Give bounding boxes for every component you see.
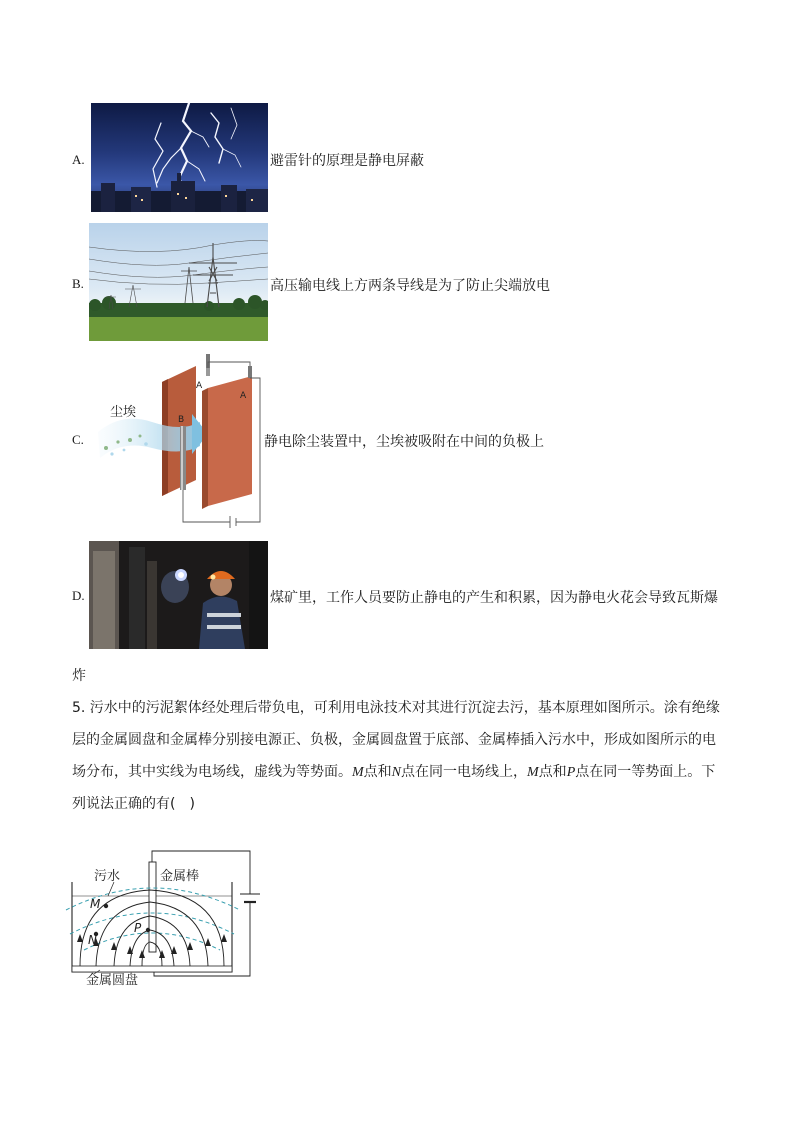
label-point-p: P <box>134 921 142 935</box>
dust-precipitator-figure <box>92 352 268 528</box>
var-n: N <box>391 765 402 780</box>
var-m-2: M <box>527 765 539 780</box>
option-a-text: 避雷针的原理是静电屏蔽 <box>270 153 424 169</box>
label-point-m: M <box>90 897 101 911</box>
var-m: M <box>352 765 364 780</box>
label-sewage: 污水 <box>94 869 121 884</box>
option-b-letter: B. <box>72 276 84 291</box>
dust-label: 尘埃 <box>110 405 137 420</box>
electrophoresis-diagram <box>64 846 260 990</box>
plate-a-front-label: A <box>240 391 247 401</box>
option-c-text: 静电除尘装置中，尘埃被吸附在中间的负极上 <box>264 434 544 450</box>
option-d-text-wrap: 炸 <box>72 668 86 684</box>
question-line-3: 场分布，其中实线为电场线，虚线为等势面。M点和N点在同一电场线上，M点和P点在同一等势面上。下 <box>72 764 716 780</box>
label-metal-disk: 金属圆盘 <box>86 973 139 988</box>
plate-a-back-label: A <box>196 381 203 391</box>
coal-mine-photo <box>89 541 268 649</box>
var-p: P <box>566 765 576 780</box>
option-d-text: 煤矿里，工作人员要防止静电的产生和积累，因为静电火花会导致瓦斯爆 <box>270 590 718 606</box>
question-line-1: 5. 污水中的污泥絮体经处理后带负电，可利用电泳技术对其进行沉淀去污，基本原理如图所示。涂有绝缘 <box>72 700 720 716</box>
option-a-letter: A. <box>72 152 85 167</box>
question-line-4: 列说法正确的有( ) <box>72 796 195 812</box>
label-point-n: N <box>88 933 97 947</box>
option-d-letter: D. <box>72 588 85 603</box>
power-line-photo <box>89 223 268 341</box>
lightning-photo <box>91 103 268 212</box>
question-line-2: 层的金属圆盘和金属棒分别接电源正、负极，金属圆盘置于底部、金属棒插入污水中，形成如图所示的电 <box>72 732 716 748</box>
option-c-letter: C. <box>72 432 84 447</box>
option-b-text: 高压输电线上方两条导线是为了防止尖端放电 <box>270 278 550 294</box>
electrode-b-label: B <box>178 415 185 425</box>
label-metal-rod: 金属棒 <box>160 869 200 884</box>
